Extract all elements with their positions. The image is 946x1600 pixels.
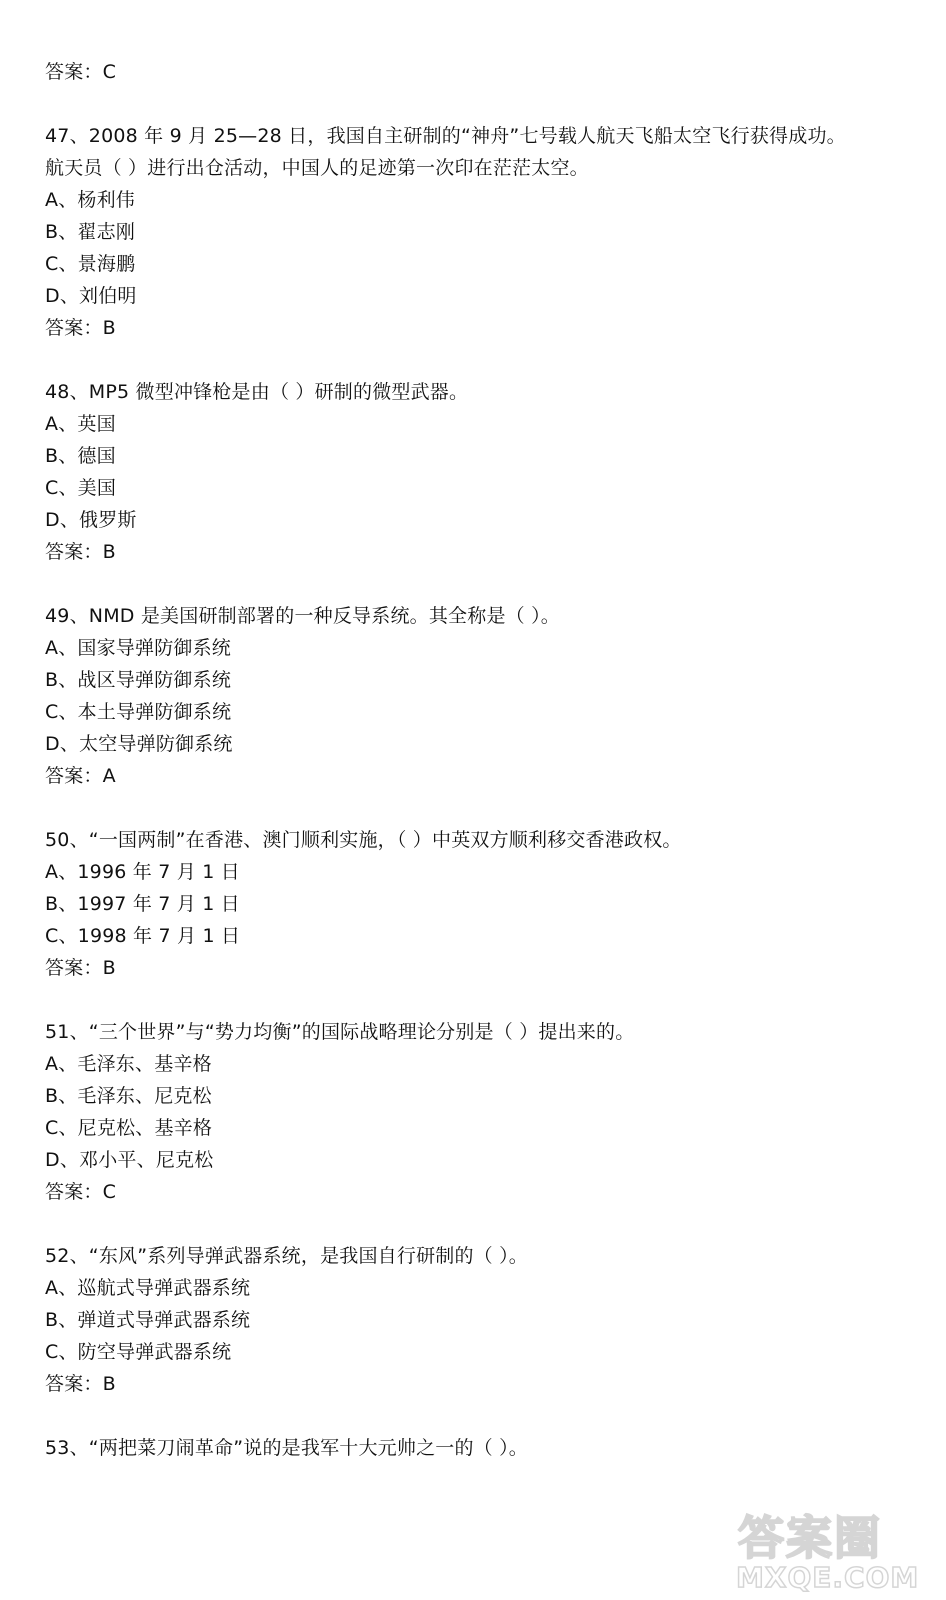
question-block <box>45 1432 925 1464</box>
question-stem: 52、“东风”系列导弹武器系统，是我国自行研制的（ ）。 <box>45 1245 529 1267</box>
question-stem: 47、2008 年 9 月 25—28 日，我国自主研制的“神舟”七号载人航天飞船太空飞行获得成功。 <box>45 125 846 147</box>
question-block <box>45 376 925 568</box>
document-page <box>45 56 925 1464</box>
question-block <box>45 1240 925 1400</box>
question-option: C、1998 年 7 月 1 日 <box>45 925 241 947</box>
question-list <box>45 120 925 1464</box>
question-option: D、刘伯明 <box>45 285 137 307</box>
question-option: B、弹道式导弹武器系统 <box>45 1309 251 1331</box>
answer-line: 答案：B <box>45 1373 116 1395</box>
watermark-chars: 答案圈 <box>738 1511 882 1565</box>
answer-line: 答案：B <box>45 957 116 979</box>
question-block <box>45 120 925 344</box>
question-stem: 48、MP5 微型冲锋枪是由（ ）研制的微型武器。 <box>45 381 469 403</box>
question-stem: 49、NMD 是美国研制部署的一种反导系统。其全称是（ ）。 <box>45 605 560 627</box>
question-option: C、景海鹏 <box>45 253 136 275</box>
question-option: A、国家导弹防御系统 <box>45 637 231 659</box>
answer-line: 答案：B <box>45 541 116 563</box>
answer-line: 答案：B <box>45 317 116 339</box>
watermark-logo <box>728 1502 928 1594</box>
question-option: C、尼克松、基辛格 <box>45 1117 213 1139</box>
question-option: C、本土导弹防御系统 <box>45 701 232 723</box>
watermark-url: MXQE.COM <box>736 1561 920 1594</box>
answer-line: 答案：C <box>45 61 117 83</box>
question-option: D、太空导弹防御系统 <box>45 733 233 755</box>
question-option: B、1997 年 7 月 1 日 <box>45 893 240 915</box>
question-stem: 53、“两把菜刀闹革命”说的是我军十大元帅之一的（ ）。 <box>45 1437 529 1459</box>
question-option: D、俄罗斯 <box>45 509 137 531</box>
question-option: B、翟志刚 <box>45 221 136 243</box>
question-option: A、巡航式导弹武器系统 <box>45 1277 251 1299</box>
question-option: A、杨利伟 <box>45 189 135 211</box>
question-block <box>45 600 925 792</box>
question-option: A、英国 <box>45 413 116 435</box>
question-option: C、防空导弹武器系统 <box>45 1341 232 1363</box>
answer-line: 答案：C <box>45 1181 117 1203</box>
question-stem: 50、“一国两制”在香港、澳门顺利实施，（ ）中英双方顺利移交香港政权。 <box>45 829 682 851</box>
question-block <box>45 824 925 984</box>
question-option: B、德国 <box>45 445 116 467</box>
question-option: A、1996 年 7 月 1 日 <box>45 861 240 883</box>
question-stem: 航天员（ ）进行出仓活动，中国人的足迹第一次印在茫茫太空。 <box>45 157 589 179</box>
question-option: B、毛泽东、尼克松 <box>45 1085 212 1107</box>
question-stem: 51、“三个世界”与“势力均衡”的国际战略理论分别是（ ）提出来的。 <box>45 1021 635 1043</box>
question-option: D、邓小平、尼克松 <box>45 1149 214 1171</box>
answer-line: 答案：A <box>45 765 116 787</box>
question-block <box>45 1016 925 1208</box>
question-option: B、战区导弹防御系统 <box>45 669 232 691</box>
question-option: C、美国 <box>45 477 117 499</box>
question-option: A、毛泽东、基辛格 <box>45 1053 212 1075</box>
